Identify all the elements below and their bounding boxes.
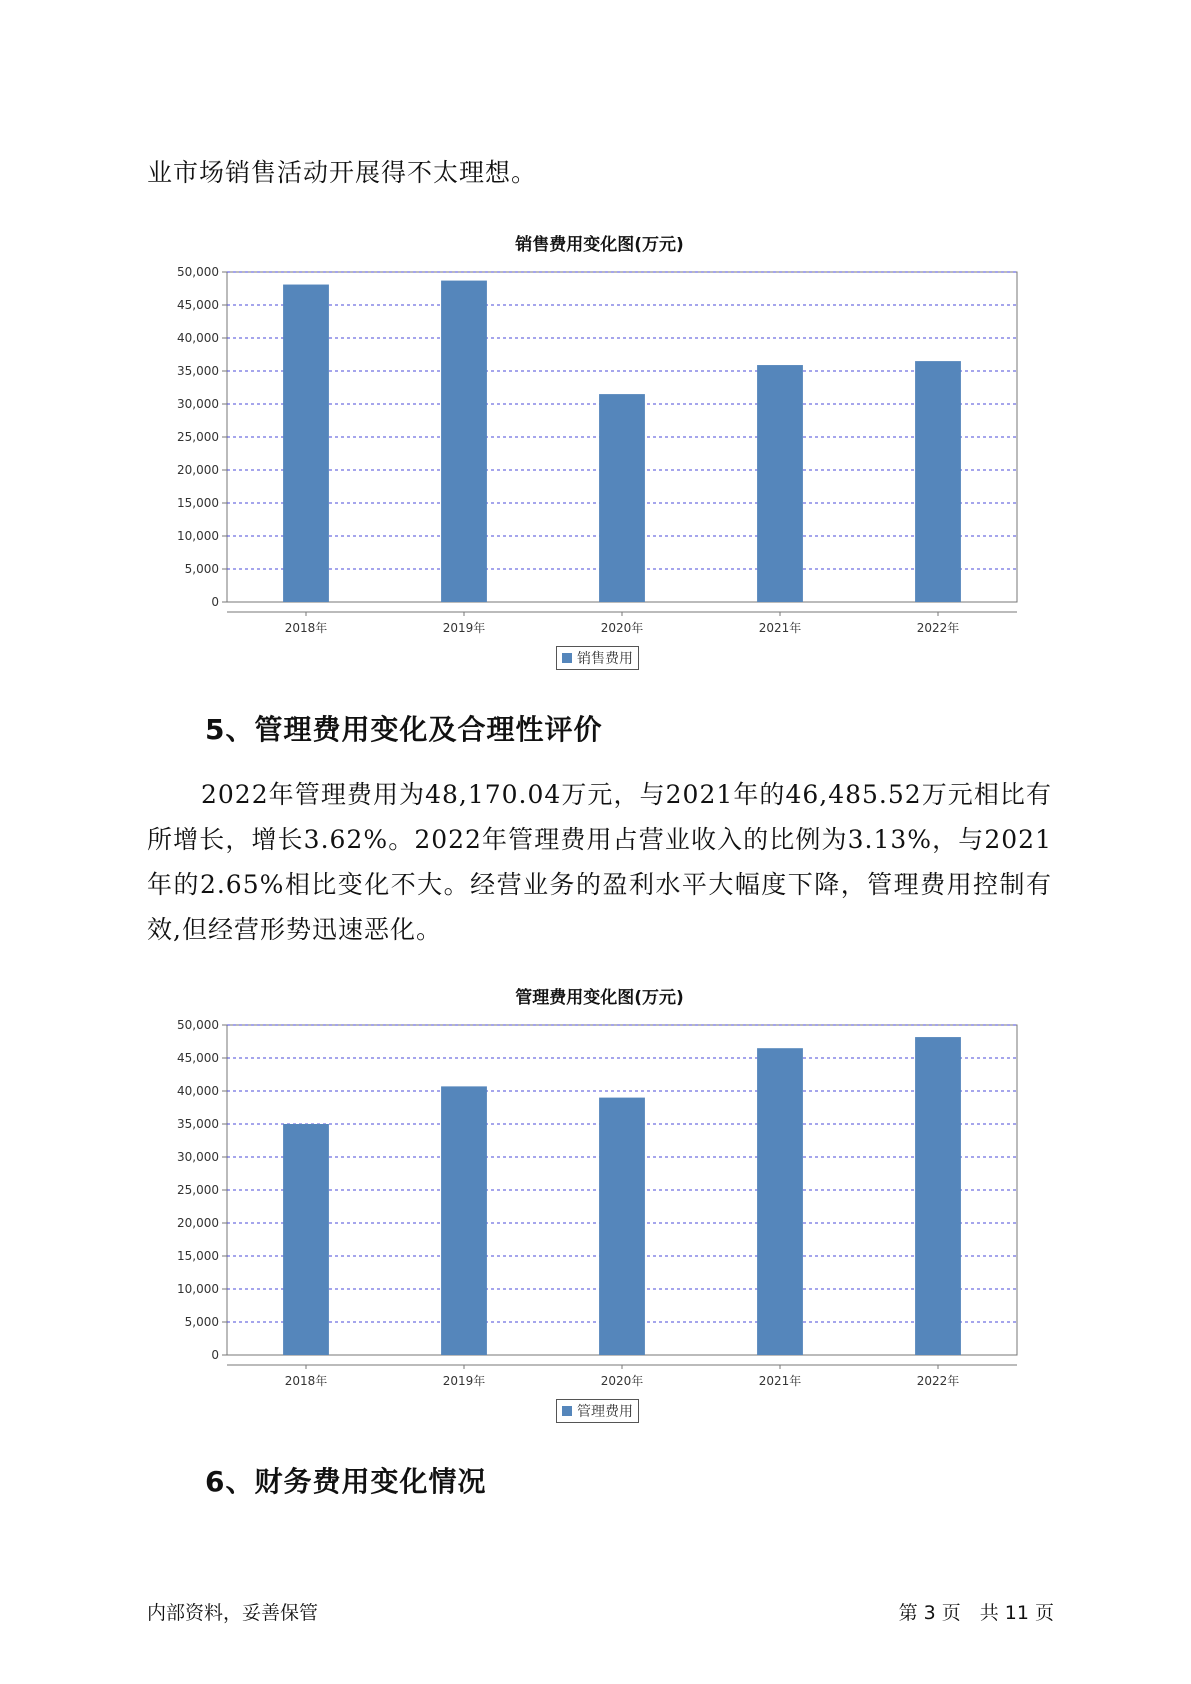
x-tick-label: 2019年: [442, 621, 486, 635]
y-tick-label: 20,000: [177, 1216, 219, 1230]
x-tick-label: 2022年: [916, 621, 960, 635]
footer-page-number: 第 3 页 共 11 页: [898, 1602, 1054, 1624]
bar-2020年: [599, 394, 645, 602]
bar-2019年: [441, 281, 487, 602]
bar-2022年: [915, 1037, 961, 1355]
legend-label: 销售费用: [577, 651, 633, 667]
section-heading-5: 5、管理费用变化及合理性评价: [205, 713, 603, 746]
y-tick-label: 15,000: [177, 1249, 219, 1263]
y-tick-label: 45,000: [177, 298, 219, 312]
y-tick-label: 30,000: [177, 1150, 219, 1164]
legend-swatch: [562, 653, 572, 663]
y-tick-label: 5,000: [184, 1315, 219, 1329]
sales-expense-chart: [147, 262, 1052, 636]
y-tick-label: 0: [211, 1348, 219, 1362]
paragraph-admin-expense: 2022年管理费用为48,170.04万元，与2021年的46,485.52万元相比有所增长，增长3.62%。2022年管理费用占营业收入的比例为3.13%，与2021年的2.65%相比变化不大。经营业务的盈利水平大幅度下降，管理费用控制有效,但经营形势迅速恶化。: [147, 780, 1052, 944]
y-tick-label: 15,000: [177, 496, 219, 510]
admin-expense-chart: [147, 1015, 1052, 1389]
y-tick-label: 25,000: [177, 430, 219, 444]
y-tick-label: 50,000: [177, 1018, 219, 1032]
bar-2021年: [757, 365, 803, 602]
x-tick-label: 2020年: [600, 621, 644, 635]
y-tick-label: 45,000: [177, 1051, 219, 1065]
x-tick-label: 2018年: [284, 621, 328, 635]
bar-2020年: [599, 1098, 645, 1355]
legend-swatch: [562, 1406, 572, 1416]
chart-title-admin: 管理费用变化图(万元): [515, 988, 684, 1008]
y-tick-label: 10,000: [177, 1282, 219, 1296]
chart-legend-admin: [556, 1399, 639, 1423]
x-tick-label: 2021年: [758, 621, 802, 635]
x-tick-label: 2020年: [600, 1374, 644, 1388]
legend-label: 管理费用: [577, 1404, 633, 1420]
bar-2018年: [283, 285, 329, 602]
y-tick-label: 0: [211, 595, 219, 609]
paragraph-intro-end: 业市场销售活动开展得不太理想。: [147, 158, 538, 187]
footer-left: 内部资料，妥善保管: [147, 1602, 319, 1624]
x-tick-label: 2019年: [442, 1374, 486, 1388]
section-heading-6: 6、财务费用变化情况: [205, 1465, 487, 1498]
bar-2021年: [757, 1048, 803, 1355]
y-tick-label: 10,000: [177, 529, 219, 543]
x-tick-label: 2022年: [916, 1374, 960, 1388]
y-tick-label: 5,000: [184, 562, 219, 576]
bar-2018年: [283, 1124, 329, 1355]
y-tick-label: 35,000: [177, 1117, 219, 1131]
y-tick-label: 50,000: [177, 265, 219, 279]
bar-2022年: [915, 361, 961, 602]
chart-legend-sales: [556, 646, 639, 670]
y-tick-label: 35,000: [177, 364, 219, 378]
y-tick-label: 30,000: [177, 397, 219, 411]
y-tick-label: 20,000: [177, 463, 219, 477]
y-tick-label: 40,000: [177, 1084, 219, 1098]
y-tick-label: 40,000: [177, 331, 219, 345]
bar-2019年: [441, 1086, 487, 1355]
x-tick-label: 2021年: [758, 1374, 802, 1388]
y-tick-label: 25,000: [177, 1183, 219, 1197]
x-tick-label: 2018年: [284, 1374, 328, 1388]
chart-title-sales: 销售费用变化图(万元): [515, 235, 684, 255]
